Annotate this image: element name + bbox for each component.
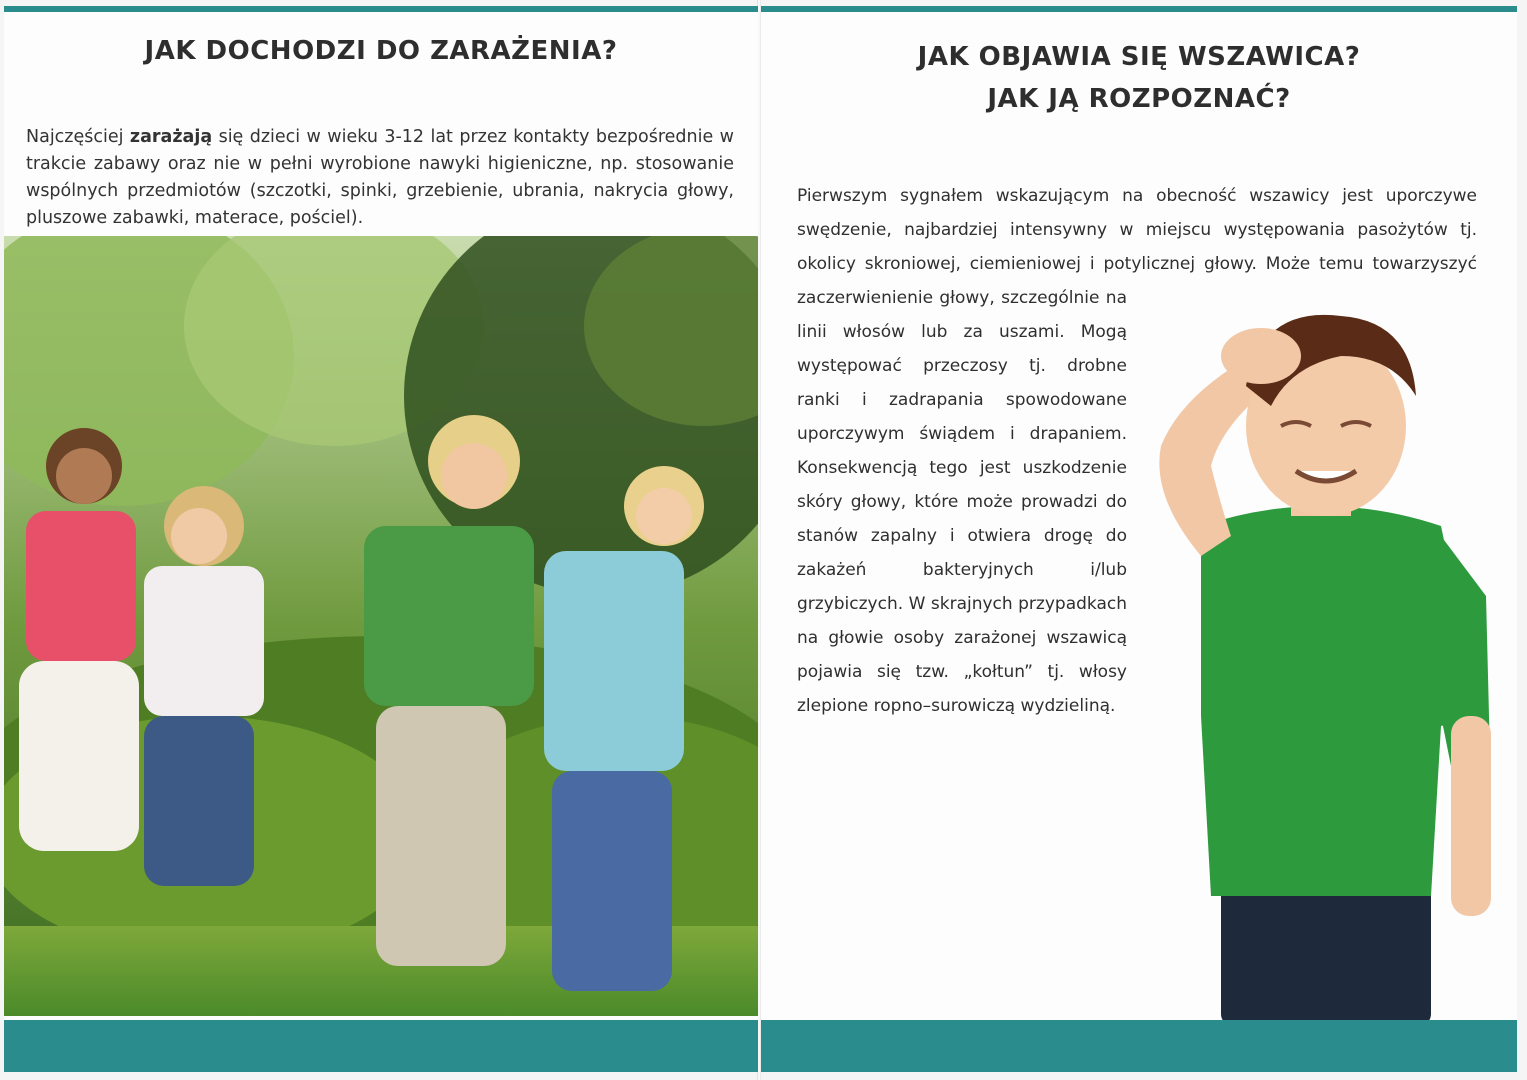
right-page (761, 6, 1517, 1072)
left-page (4, 6, 758, 1072)
top-stripe (4, 6, 758, 12)
boy-scratching-head-photo (1141, 296, 1501, 1026)
bold-word: zarażają (129, 126, 213, 147)
running-children-photo (4, 236, 758, 1016)
symptoms-paragraph-column: zaczerwienienie głowy, szczególnie na linii włosów lub za uszami. Mogą występować przeczosy tj. drobne ranki i zadrapania spowodowane uporczywym świądem i drapaniem. Konsekwencją tego jest uszkodzenie skóry głowy, które może prowadzi do stanów zapalny i otwiera drogę do zakażeń bakteryjnych i/lub grzybiczych. W skrajnych przypadkach na głowie osoby zarażonej wszawicą pojawia się tzw. „kołtun” tj. włosy zlepione ropno–surowiczą wydzieliną. (797, 288, 1127, 716)
right-heading (761, 36, 1517, 120)
symptoms-paragraph-top: Pierwszym sygnałem wskazującym na obecność wszawicy jest uporczywe swędzenie, najbardziej intensywny w miejscu występowania pasożytów tj. okolicy skroniowej, ciemieniowej i potylicznej głowy. Może temu towarzyszyć (797, 186, 1477, 274)
left-heading: JAK DOCHODZI DO ZARAŻENIA? (144, 36, 618, 66)
bottom-stripe (4, 1020, 758, 1072)
top-stripe (761, 6, 1517, 12)
heading-line-1: JAK OBJAWIA SIĘ WSZAWICA? (917, 42, 1361, 72)
infection-paragraph: Najczęściej zarażają się dzieci w wieku 3-12 lat przez kontakty bezpośrednie w trakcie zabawy oraz nie w pełni wyrobione nawyki higieniczne, np. stosowanie wspólnych przedmiotów (szczotki, spinki, grzebienie, ubrania, nakrycia głowy, pluszowe zabawki, materace, pościel). (26, 126, 734, 228)
heading-line-2: JAK JĄ ROZPOZNAĆ? (987, 84, 1291, 114)
bottom-stripe (761, 1020, 1517, 1072)
